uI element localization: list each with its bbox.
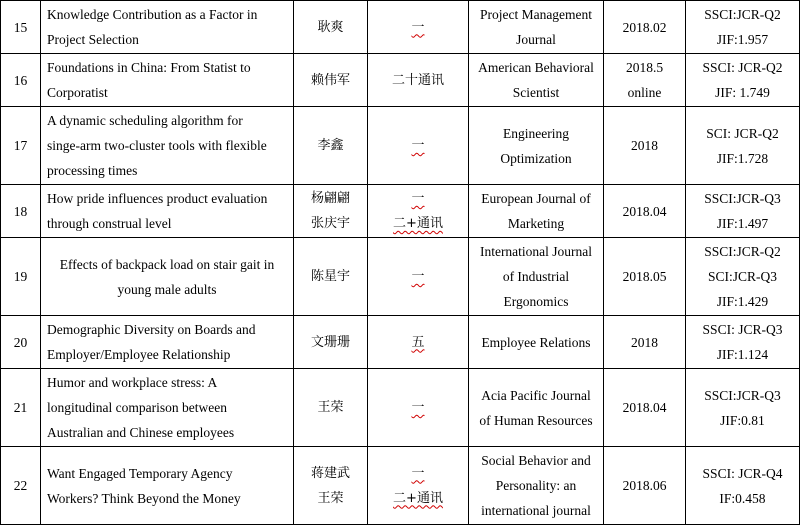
table-row <box>1 185 800 238</box>
table-row <box>1 54 800 107</box>
author-names <box>294 1 368 54</box>
row-number-text: 18 <box>13 203 28 219</box>
author-rank <box>368 447 469 525</box>
publish-date-line: 2018.06 <box>622 478 667 493</box>
paper-title-line: A dynamic scheduling algorithm for <box>47 113 243 128</box>
publish-date-line: 2018.04 <box>622 203 667 219</box>
journal-name-line: Marketing <box>507 216 565 231</box>
index-info <box>686 1 800 54</box>
journal-name-line: international journal <box>481 503 591 518</box>
table-row <box>1 1 800 54</box>
author-rank-line: 一 <box>411 138 425 153</box>
paper-title-line: through construal level <box>47 216 172 231</box>
author-names <box>294 369 368 447</box>
author-rank-line: 二十通讯 <box>391 72 444 88</box>
paper-title-line: Corporatist <box>47 85 108 100</box>
paper-title <box>41 1 294 54</box>
publish-date-line: online <box>627 85 662 100</box>
paper-title-line: How pride influences product evaluation <box>47 191 268 206</box>
author-rank-line: 二+通讯 <box>393 216 443 231</box>
journal-name <box>469 54 604 107</box>
row-number <box>1 107 41 185</box>
paper-title-line: Project Selection <box>47 32 139 47</box>
author-names <box>294 316 368 369</box>
row-number-text: 19 <box>13 269 28 284</box>
index-info <box>686 107 800 185</box>
index-info <box>686 54 800 107</box>
index-info-line: SCI:JCR-Q3 <box>707 269 778 284</box>
journal-name <box>469 1 604 54</box>
author-names-line: 王荣 <box>317 490 344 506</box>
journal-name <box>469 447 604 525</box>
index-info-line: IF:0.458 <box>719 490 766 506</box>
author-names-line: 陈星宇 <box>310 269 350 284</box>
author-names <box>294 185 368 238</box>
author-rank <box>368 54 469 107</box>
index-info-line: SSCI:JCR-Q2 <box>704 7 781 22</box>
publish-date <box>604 185 686 238</box>
author-rank <box>368 369 469 447</box>
publish-date <box>604 107 686 185</box>
table-row <box>1 107 800 185</box>
journal-name-line: of Human Resources <box>479 412 593 428</box>
paper-title-line: Humor and workplace stress: A <box>47 375 218 390</box>
journal-name-line: Social Behavior and <box>481 453 591 468</box>
paper-title-line: Demographic Diversity on Boards and <box>47 322 256 337</box>
table-body <box>1 1 800 525</box>
row-number-text: 22 <box>13 478 28 493</box>
journal-name <box>469 185 604 238</box>
index-info-line: SSCI: JCR-Q3 <box>702 322 783 337</box>
author-rank <box>368 316 469 369</box>
publish-date <box>604 316 686 369</box>
paper-title-line: Effects of backpack load on stair gait in <box>59 256 275 272</box>
journal-name-line: Optimization <box>500 150 572 166</box>
index-info <box>686 369 800 447</box>
author-rank <box>368 185 469 238</box>
author-names-line: 张庆宇 <box>310 216 350 231</box>
table-row <box>1 238 800 316</box>
journal-name-line: European Journal of <box>481 191 591 206</box>
row-number-text: 21 <box>13 400 28 415</box>
paper-title <box>41 54 294 107</box>
author-rank-line: 二+通讯 <box>393 490 443 506</box>
index-info-line: JIF:1.124 <box>716 347 769 362</box>
journal-name-line: Acia Pacific Journal <box>481 387 591 403</box>
paper-title-line: processing times <box>47 163 138 178</box>
journal-name <box>469 107 604 185</box>
journal-name-line: Personality: an <box>495 478 577 493</box>
publish-date-line: 2018.02 <box>622 19 667 35</box>
row-number <box>1 54 41 107</box>
author-names-line: 蒋建武 <box>310 465 350 481</box>
index-info <box>686 447 800 525</box>
publish-date <box>604 54 686 107</box>
paper-title-line: singe-arm two-cluster tools with flexible <box>47 138 267 153</box>
paper-title <box>41 238 294 316</box>
publish-date-line: 2018.5 <box>625 60 664 75</box>
index-info-line: JIF:1.957 <box>716 32 769 47</box>
index-info-line: JIF:0.81 <box>720 412 765 428</box>
publish-date <box>604 447 686 525</box>
index-info-line: SSCI:JCR-Q3 <box>704 387 781 403</box>
author-names <box>294 54 368 107</box>
paper-title <box>41 107 294 185</box>
row-number-text: 17 <box>13 138 28 153</box>
index-info-line: SSCI:JCR-Q2 <box>704 244 781 259</box>
index-info <box>686 185 800 238</box>
author-rank-line: 五 <box>411 334 425 350</box>
index-info-line: JIF: 1.749 <box>715 85 770 100</box>
row-number-text: 15 <box>13 19 28 35</box>
author-rank-line: 一 <box>411 269 425 284</box>
paper-title <box>41 316 294 369</box>
paper-title-line: Foundations in China: From Statist to <box>47 60 251 75</box>
index-info-line: JIF:1.429 <box>716 294 769 309</box>
author-names-line: 耿爽 <box>317 19 344 35</box>
row-number-text: 20 <box>13 334 28 350</box>
publish-date-line: 2018 <box>631 138 658 153</box>
author-names <box>294 107 368 185</box>
author-rank-line: 一 <box>411 19 425 35</box>
row-number <box>1 185 41 238</box>
author-rank <box>368 1 469 54</box>
row-number-text: 16 <box>13 72 28 88</box>
table-row <box>1 316 800 369</box>
index-info-line: SCI: JCR-Q2 <box>706 125 779 141</box>
index-info-line: SSCI:JCR-Q3 <box>704 191 781 206</box>
paper-title <box>41 447 294 525</box>
publish-date <box>604 1 686 54</box>
journal-name-line: Scientist <box>512 85 560 100</box>
table-row <box>1 369 800 447</box>
journal-name <box>469 369 604 447</box>
author-rank-line: 一 <box>411 465 425 481</box>
table-row <box>1 447 800 525</box>
author-names-line: 赖伟军 <box>310 72 350 88</box>
index-info-line: JIF:1.497 <box>716 216 769 231</box>
row-number <box>1 369 41 447</box>
row-number <box>1 238 41 316</box>
paper-title-line: Want Engaged Temporary Agency <box>47 465 233 481</box>
author-names <box>294 447 368 525</box>
index-info-line: SSCI: JCR-Q2 <box>702 60 783 75</box>
journal-name-line: Journal <box>516 32 556 47</box>
author-rank-line: 一 <box>411 191 425 206</box>
index-info-line: SSCI: JCR-Q4 <box>702 465 783 481</box>
author-rank-line: 一 <box>411 400 425 415</box>
publish-date <box>604 238 686 316</box>
paper-title-line: Australian and Chinese employees <box>47 425 235 440</box>
publish-date-line: 2018 <box>631 334 658 350</box>
author-names-line: 李鑫 <box>317 138 344 153</box>
journal-name-line: Employee Relations <box>481 334 591 350</box>
journal-name-line: Engineering <box>503 125 569 141</box>
journal-name <box>469 316 604 369</box>
journal-name-line: Ergonomics <box>503 294 569 309</box>
paper-title <box>41 185 294 238</box>
author-names-line: 杨翩翩 <box>310 191 350 206</box>
author-rank <box>368 107 469 185</box>
paper-title <box>41 369 294 447</box>
row-number <box>1 1 41 54</box>
row-number <box>1 447 41 525</box>
author-rank <box>368 238 469 316</box>
author-names-line: 王荣 <box>317 400 344 415</box>
journal-name-line: American Behavioral <box>478 60 594 75</box>
paper-title-line: Employer/Employee Relationship <box>47 347 231 362</box>
index-info <box>686 316 800 369</box>
publish-date <box>604 369 686 447</box>
journal-name-line: of Industrial <box>502 269 570 284</box>
journal-name <box>469 238 604 316</box>
paper-title-line: young male adults <box>117 281 217 297</box>
paper-title-line: Workers? Think Beyond the Money <box>47 490 241 506</box>
journal-name-line: International Journal <box>479 244 593 259</box>
index-info-line: JIF:1.728 <box>716 150 769 166</box>
row-number <box>1 316 41 369</box>
paper-title-line: Knowledge Contribution as a Factor in <box>47 7 258 22</box>
publish-date-line: 2018.05 <box>622 269 667 284</box>
author-names-line: 文珊珊 <box>310 334 350 350</box>
paper-title-line: longitudinal comparison between <box>47 400 227 415</box>
author-names <box>294 238 368 316</box>
journal-name-line: Project Management <box>479 7 593 22</box>
publish-date-line: 2018.04 <box>622 400 667 415</box>
index-info <box>686 238 800 316</box>
